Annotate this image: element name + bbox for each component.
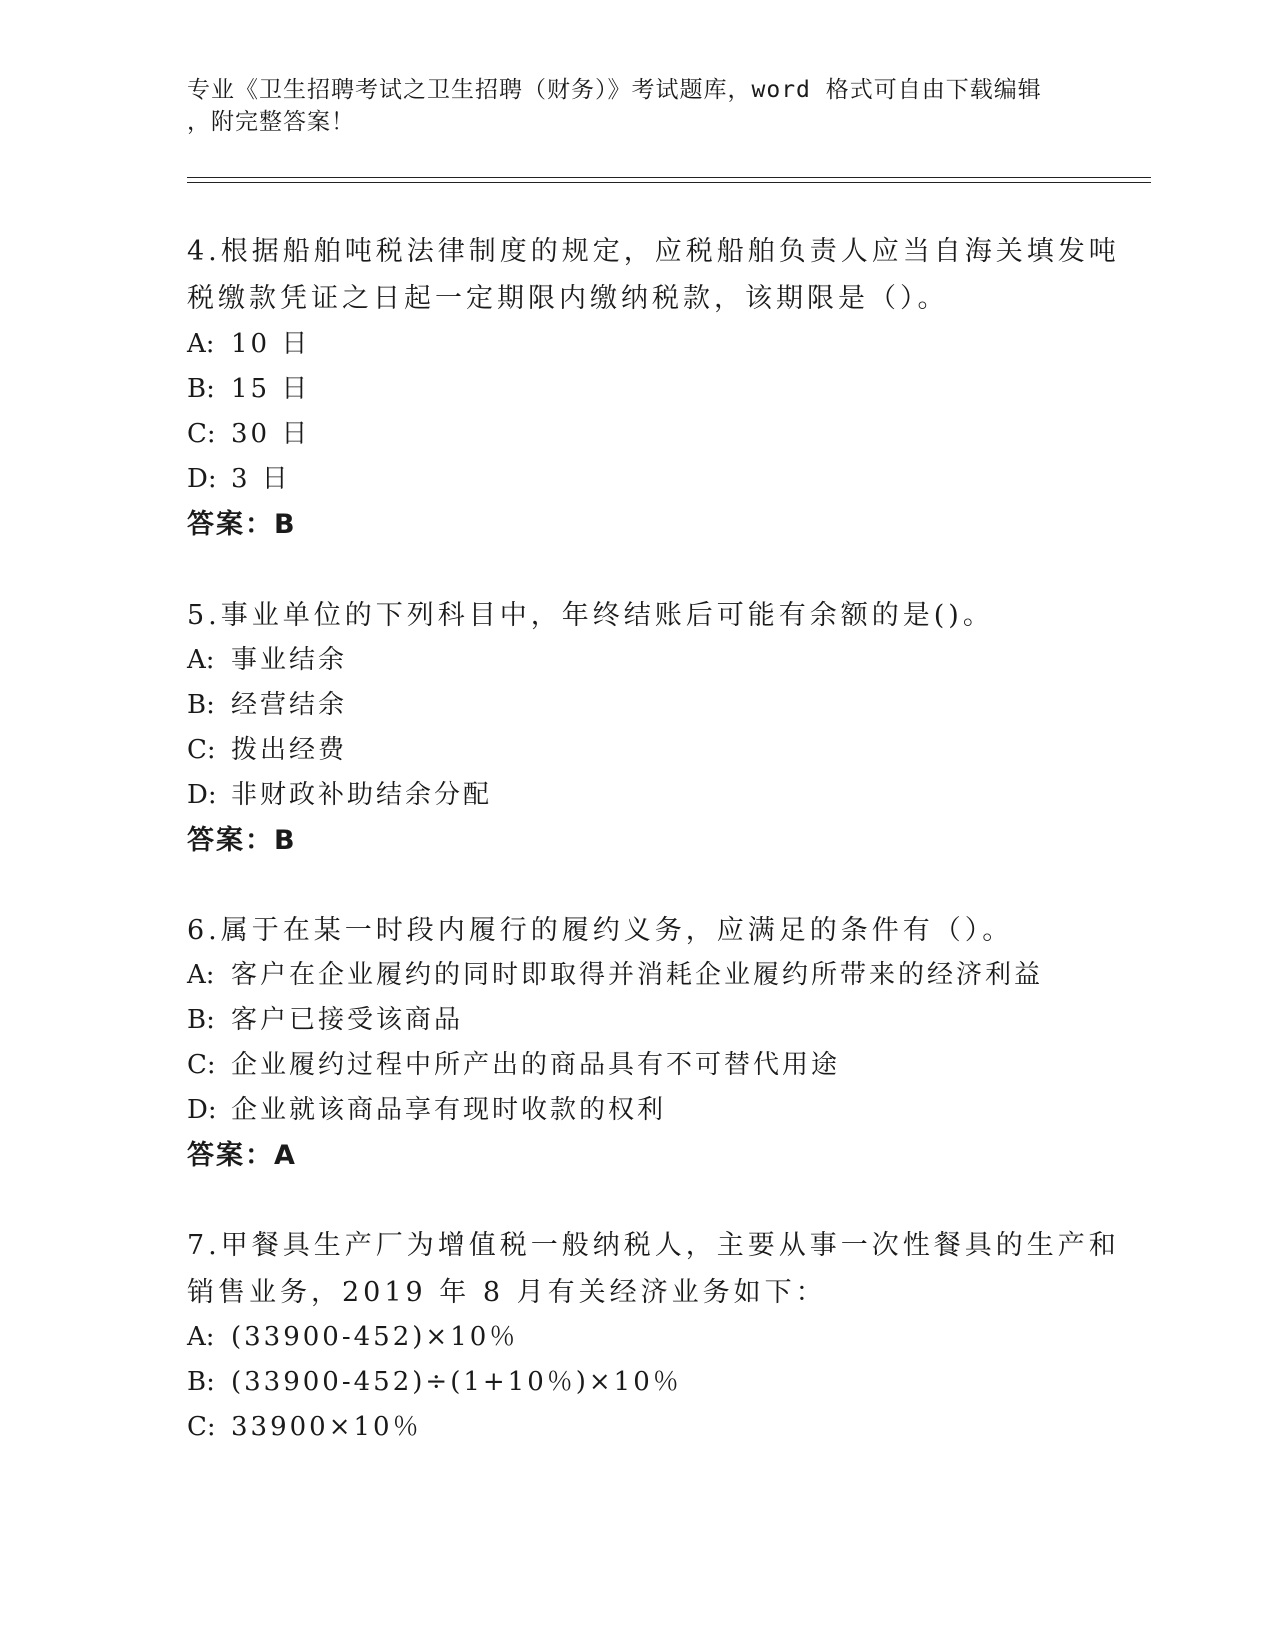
question-5-option-d — [187, 778, 492, 812]
question-6-stem-line-1: 6.属于在某一时段内履行的履约义务，应满足的条件有（）。 — [187, 915, 1014, 946]
header-divider-top — [187, 177, 1151, 178]
option-text: 10 日 — [231, 329, 311, 359]
option-label: A: — [187, 329, 215, 359]
option-label: C: — [187, 1412, 216, 1442]
option-label: C: — [187, 419, 216, 449]
question-7-option-b — [187, 1365, 682, 1399]
option-label: D: — [187, 464, 217, 494]
option-label: B: — [187, 374, 215, 404]
question-7-stem-line-1: 7.甲餐具生产厂为增值税一般纳税人，主要从事一次性餐具的生产和 — [187, 1230, 1120, 1261]
question-4-answer: 答案：B — [187, 509, 297, 540]
option-text: 非财政补助结余分配 — [231, 780, 493, 810]
doc-header-line-2: ，附完整答案！ — [187, 109, 355, 135]
question-4-option-a — [187, 327, 310, 361]
question-5-option-b — [187, 688, 347, 722]
question-4-option-d — [187, 462, 291, 496]
question-5-option-c — [187, 733, 347, 767]
header-divider-bottom — [187, 182, 1151, 183]
question-5-answer: 答案：B — [187, 825, 297, 856]
option-label: D: — [187, 1095, 217, 1125]
question-5-option-a — [187, 643, 347, 677]
option-label: A: — [187, 960, 215, 990]
question-4-option-b — [187, 372, 310, 406]
option-text: (33900-452)×10％ — [231, 1322, 519, 1352]
option-label: A: — [187, 645, 215, 675]
option-text: 客户在企业履约的同时即取得并消耗企业履约所带来的经济利益 — [231, 960, 1044, 990]
question-7-option-a — [187, 1320, 518, 1354]
question-4-stem-line-2: 税缴款凭证之日起一定期限内缴纳税款，该期限是（）。 — [187, 283, 949, 314]
question-7-stem-line-2: 销售业务，2019 年 8 月有关经济业务如下： — [187, 1277, 827, 1308]
option-text: 客户已接受该商品 — [231, 1005, 464, 1035]
option-label: B: — [187, 1367, 215, 1397]
option-text: 拨出经费 — [231, 735, 348, 765]
option-text: 15 日 — [231, 374, 311, 404]
question-6-option-d — [187, 1093, 666, 1127]
option-text: (33900-452)÷(1+10％)×10％ — [231, 1367, 682, 1397]
option-text: 3 日 — [231, 464, 291, 494]
question-6-answer: 答案：A — [187, 1140, 297, 1171]
option-label: B: — [187, 1005, 215, 1035]
option-label: A: — [187, 1322, 215, 1352]
question-4-stem-line-1: 4.根据船舶吨税法律制度的规定，应税船舶负责人应当自海关填发吨 — [187, 236, 1120, 267]
option-label: D: — [187, 780, 217, 810]
option-text: 事业结余 — [231, 645, 348, 675]
question-6-option-b — [187, 1003, 463, 1037]
option-label: B: — [187, 690, 215, 720]
option-text: 30 日 — [231, 419, 311, 449]
option-label: C: — [187, 735, 216, 765]
option-text: 33900×10％ — [231, 1412, 422, 1442]
doc-header-line-1: 专业《卫生招聘考试之卫生招聘（财务）》考试题库，word 格式可自由下载编辑 — [187, 77, 1042, 103]
question-6-option-a — [187, 958, 1043, 992]
question-5-stem-line-1: 5.事业单位的下列科目中，年终结账后可能有余额的是()。 — [187, 600, 994, 631]
option-text: 企业履约过程中所产出的商品具有不可替代用途 — [231, 1050, 841, 1080]
question-6-option-c — [187, 1048, 840, 1082]
option-label: C: — [187, 1050, 216, 1080]
option-text: 企业就该商品享有现时收款的权利 — [231, 1095, 667, 1125]
question-4-option-c — [187, 417, 310, 451]
option-text: 经营结余 — [231, 690, 348, 720]
question-7-option-c — [187, 1410, 422, 1444]
